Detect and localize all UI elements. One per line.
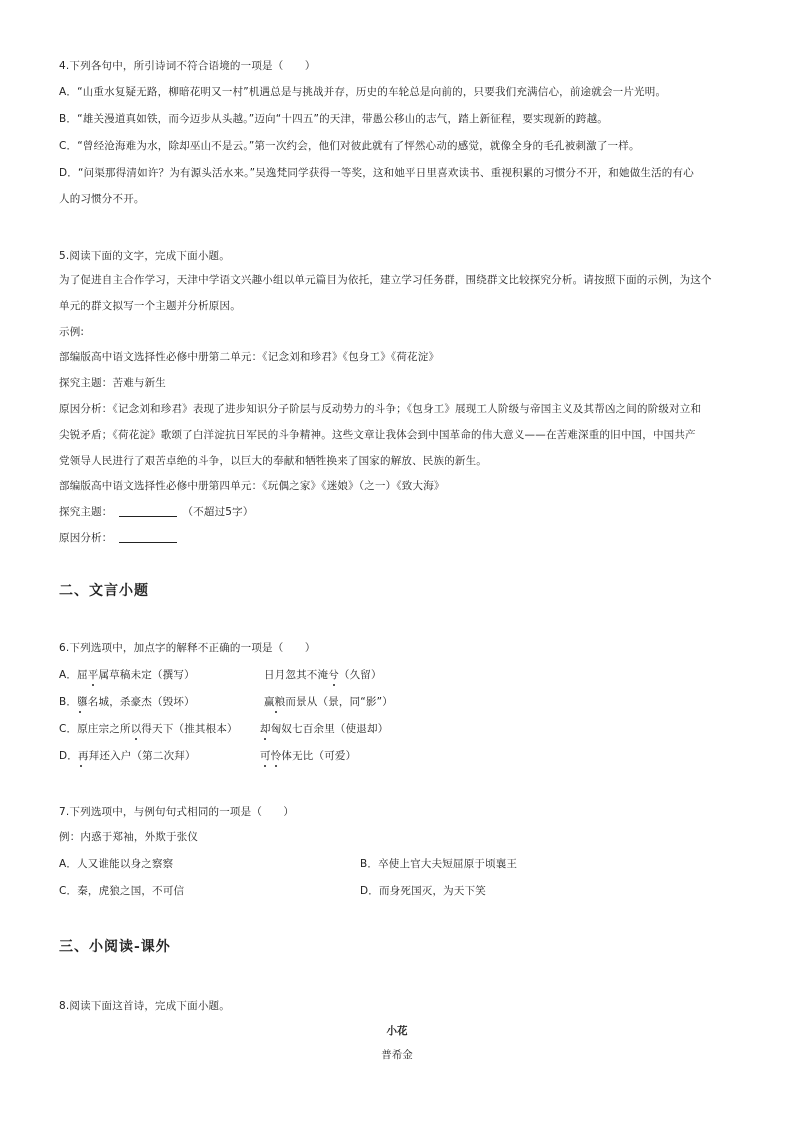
q5-stem: 5.阅读下面的文字，完成下面小题。 bbox=[59, 250, 230, 262]
q7-option-b: B．卒使上官大夫短屈原于顷襄王 bbox=[360, 858, 518, 870]
q4-option-a: A．“山重水复疑无路，柳暗花明又一村”机遇总是与挑战并存，历史的车轮总是向前的，只要我们充满信心，前途就会一片光明。 bbox=[59, 86, 667, 98]
q6-option-b-right: 赢粮而景从（景，同“影”） bbox=[264, 696, 393, 708]
q6-stem: 6.下列选项中，加点字的解释不正确的一项是（ ） bbox=[59, 642, 316, 654]
q5-task-theme-label: 探究主题： bbox=[59, 506, 113, 518]
q4-option-d-line2: 人的习惯分不开。 bbox=[59, 193, 145, 205]
q7-example: 例：内惑于郑袖，外欺于张仪 bbox=[59, 831, 199, 843]
q5-paragraph-line1: 为了促进自主合作学习，天津中学语文兴趣小组以单元篇目为依托，建立学习任务群，围绕群文比较探究分析。请按照下面的示例，为这个 bbox=[59, 274, 712, 286]
emphasis-dot bbox=[333, 684, 335, 686]
q6-option-b-left: B．隳名城，杀豪杰（毁坏） bbox=[59, 696, 195, 708]
q7-stem: 7.下列选项中，与例句句式相同的一项是（ ） bbox=[59, 806, 295, 818]
q4-option-d-line1: D．“问渠那得清如许？为有源头活水来。”吴逸梵同学获得一等奖，这和她平日里喜欢读书、重视积累的习惯分不开，和她做生活的有心 bbox=[59, 167, 694, 179]
q5-task-theme-row bbox=[59, 505, 254, 519]
reason-answer-blank[interactable] bbox=[119, 531, 177, 543]
q5-example-label: 示例: bbox=[59, 326, 85, 338]
q6-option-c-left: C．原庄宗之所以得天下（推其根本） bbox=[59, 723, 238, 735]
q5-task-reason-row bbox=[59, 531, 183, 545]
q5-example-unit: 部编版高中语文选择性必修中册第二单元：《记念刘和珍君》《包身工》《荷花淀》 bbox=[59, 351, 440, 363]
q4-option-b: B．“雄关漫道真如铁，而今迈步从头越。”迈向“十四五”的天津，带愚公移山的志气，踏上新征程，要实现新的跨越。 bbox=[59, 113, 609, 125]
q5-paragraph-line2: 单元的群文拟写一个主题并分析原因。 bbox=[59, 300, 241, 312]
q5-task-theme-note: （不超过5字） bbox=[182, 506, 254, 518]
emphasis-dot bbox=[80, 765, 82, 767]
q7-option-c: C．秦，虎狼之国，不可信 bbox=[59, 885, 185, 897]
q5-reason-line2: 尖锐矛盾；《荷花淀》歌颂了白洋淀抗日军民的斗争精神。这些文章让我体会到中国革命的伟大意义——在苦难深重的旧中国，中国共产 bbox=[59, 429, 696, 441]
poem-title: 小花 bbox=[386, 1025, 408, 1037]
q4-stem: 4.下列各句中，所引诗词不符合语境的一项是（ ） bbox=[59, 60, 316, 72]
theme-answer-blank[interactable] bbox=[119, 505, 177, 517]
q7-option-a: A．人又谁能以身之察察 bbox=[59, 858, 174, 870]
emphasis-dot bbox=[264, 765, 266, 767]
emphasis-dot bbox=[79, 711, 81, 713]
q5-task-reason-label: 原因分析： bbox=[59, 532, 113, 544]
emphasis-dot bbox=[135, 738, 137, 740]
emphasis-dot bbox=[275, 711, 277, 713]
q6-option-c-right: 却匈奴七百余里（使退却） bbox=[260, 723, 389, 735]
q6-option-d-right: 可怜体无比（可爱） bbox=[260, 750, 357, 762]
q7-option-d: D．而身死国灭，为天下笑 bbox=[360, 885, 486, 897]
q4-option-c: C．“曾经沧海难为水，除却巫山不是云。”第一次约会，他们对彼此就有了怦然心动的感觉，就像全身的毛孔被刺激了一样。 bbox=[59, 140, 640, 152]
q5-reason-line1: 原因分析：《记念刘和珍君》表现了进步知识分子阶层与反动势力的斗争；《包身工》展现工人阶级与帝国主义及其帮凶之间的阶级对立和 bbox=[59, 403, 702, 415]
q6-option-a-right: 日月忽其不淹兮（久留） bbox=[264, 669, 382, 681]
section-2-heading: 二、文言小题 bbox=[59, 583, 149, 599]
q5-reason-line3: 党领导人民进行了艰苦卓绝的斗争，以巨大的奉献和牺牲换来了国家的解放、民族的新生。 bbox=[59, 455, 487, 467]
q5-example-theme: 探究主题：苦难与新生 bbox=[59, 377, 166, 389]
q8-stem: 8.阅读下面这首诗，完成下面小题。 bbox=[59, 1000, 230, 1012]
emphasis-dot bbox=[275, 765, 277, 767]
q5-task-unit: 部编版高中语文选择性必修中册第四单元：《玩偶之家》《迷娘》（之一）《致大海》 bbox=[59, 480, 445, 492]
emphasis-dot bbox=[92, 684, 94, 686]
emphasis-dot bbox=[264, 738, 266, 740]
q6-option-d-left: D．再拜还入户（第二次拜） bbox=[59, 750, 196, 762]
q6-option-a-left: A．屈平属草稿未定（撰写） bbox=[59, 669, 195, 681]
section-3-heading: 三、小阅读-课外 bbox=[59, 939, 171, 955]
poem-author: 普希金 bbox=[381, 1049, 413, 1061]
